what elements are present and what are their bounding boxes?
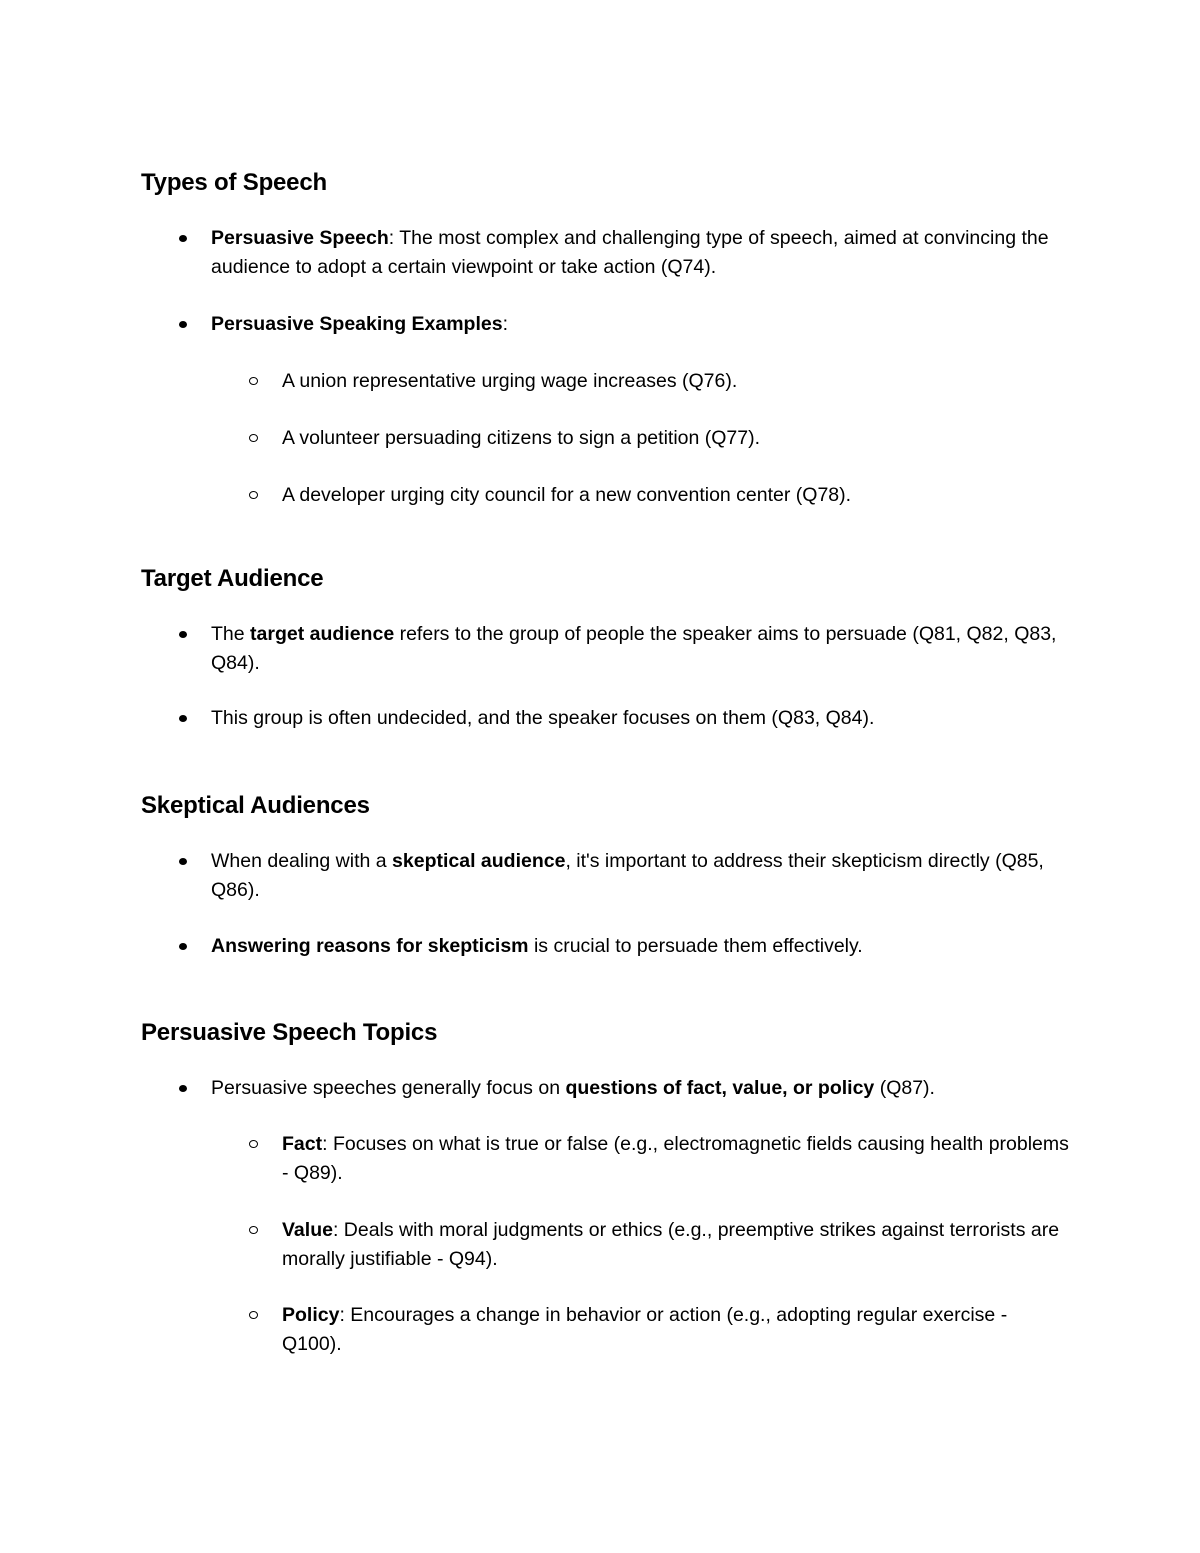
- section-heading-target-audience: Target Audience: [141, 565, 324, 592]
- item-text: :: [502, 313, 508, 335]
- term-answering-reasons: Answering reasons for skepticism: [211, 935, 529, 957]
- bullet-disc-icon: [179, 858, 187, 865]
- bullet-disc-icon: [179, 1085, 187, 1092]
- sub-list-item: [141, 481, 1082, 510]
- list-item: [141, 620, 1071, 677]
- bullet-circle-icon: [249, 1226, 258, 1234]
- item-text: : Encourages a change in behavior or action (e.g., adopting regular exercise - Q100).: [282, 1304, 1008, 1355]
- bullet-circle-icon: [249, 1140, 258, 1148]
- bullet-circle-icon: [249, 1311, 258, 1319]
- bullet-disc-icon: [179, 631, 187, 638]
- item-text: This group is often undecided, and the speaker focuses on them (Q83, Q84).: [211, 707, 875, 729]
- section-heading-types-of-speech: Types of Speech: [141, 169, 327, 196]
- bullet-disc-icon: [179, 715, 187, 722]
- item-text: , it's important to address their skepticism directly (Q85, Q86).: [211, 850, 1044, 901]
- item-text: is crucial to persuade them effectively.: [528, 935, 863, 957]
- sub-list-item: [141, 1130, 1072, 1187]
- bullet-circle-icon: [249, 434, 258, 442]
- term-skeptical-audience: skeptical audience: [392, 850, 566, 872]
- item-text: (Q87).: [874, 1077, 935, 1099]
- list-item: [141, 847, 1071, 904]
- item-text: A union representative urging wage increases (Q76).: [282, 370, 738, 392]
- sub-list-item: [141, 424, 1082, 453]
- list-item: [141, 310, 1071, 339]
- section-heading-persuasive-speech-topics: Persuasive Speech Topics: [141, 1019, 438, 1046]
- term-target-audience: target audience: [250, 623, 395, 645]
- bullet-circle-icon: [249, 491, 258, 499]
- term-fact: Fact: [282, 1133, 323, 1155]
- bullet-disc-icon: [179, 943, 187, 950]
- term-persuasive-speaking-examples: Persuasive Speaking Examples: [211, 313, 503, 335]
- sub-list-item: [141, 1216, 1072, 1273]
- term-persuasive-speech: Persuasive Speech: [211, 227, 389, 249]
- item-text: refers to the group of people the speaker aims to persuade (Q81, Q82, Q83, Q84).: [211, 623, 1057, 674]
- item-text-pre: When dealing with a: [211, 850, 393, 872]
- item-text: A volunteer persuading citizens to sign a petition (Q77).: [282, 427, 761, 449]
- item-text: : Focuses on what is true or false (e.g., electromagnetic fields causing health problems - Q89).: [282, 1133, 1069, 1184]
- term-questions: questions of fact, value, or policy: [565, 1077, 875, 1099]
- item-text: A developer urging city council for a new convention center (Q78).: [282, 484, 852, 506]
- sub-list-item: [141, 367, 1082, 396]
- sub-list-item: [141, 1301, 1072, 1358]
- bullet-disc-icon: [179, 235, 187, 242]
- term-value: Value: [282, 1219, 333, 1241]
- list-item: [141, 704, 1071, 733]
- list-item: [141, 1074, 1071, 1103]
- item-text: : Deals with moral judgments or ethics (e.g., preemptive strikes against terrorists are morally justifiable - Q94).: [282, 1219, 1060, 1270]
- bullet-disc-icon: [179, 321, 187, 328]
- section-heading-skeptical-audiences: Skeptical Audiences: [141, 792, 370, 819]
- item-text-pre: The: [211, 623, 251, 645]
- list-item: [141, 224, 1071, 281]
- term-policy: Policy: [282, 1304, 340, 1326]
- bullet-circle-icon: [249, 377, 258, 385]
- list-item: [141, 932, 1071, 961]
- item-text-pre: Persuasive speeches generally focus on: [211, 1077, 566, 1099]
- item-text: : The most complex and challenging type of speech, aimed at convincing the audience to adopt a certain viewpoint or take action (Q74).: [211, 227, 1049, 278]
